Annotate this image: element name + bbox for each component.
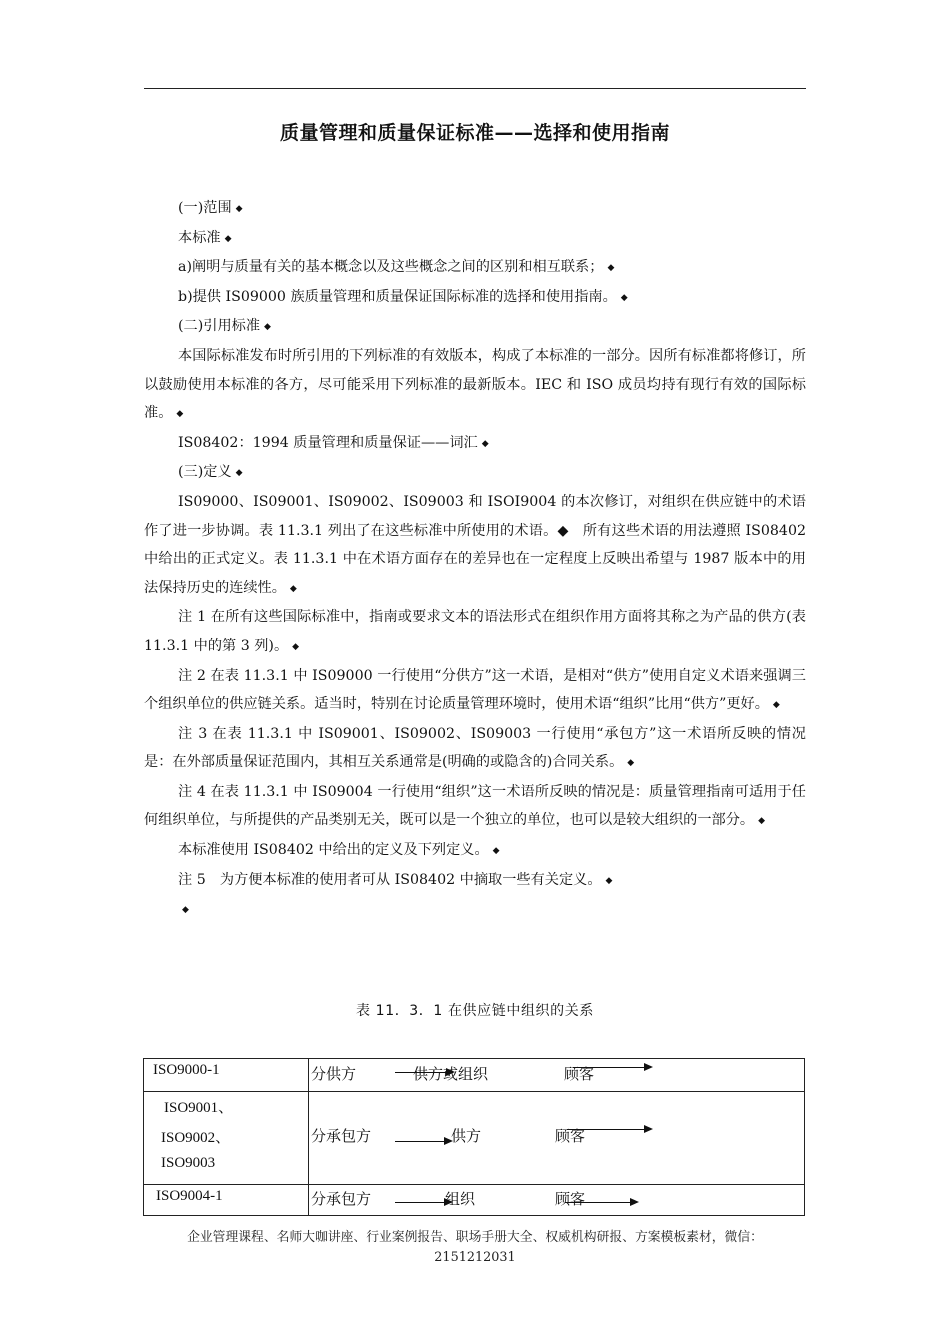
chain-term: 组织: [445, 1190, 476, 1208]
paragraph: 注 1 在所有这些国际标准中，指南或要求文本的语法形式在组织作用方面将其称之为产品的供方(表 11.3.1 中的第 3 列)。 ◆: [144, 609, 806, 654]
paragraph-mark-icon: ◆: [176, 409, 184, 420]
paragraph-mark-icon: ◆: [492, 846, 500, 857]
chain-cell: [309, 1092, 805, 1185]
standard-label: ISO9003: [161, 1155, 216, 1171]
standard-label: ISO9004-1: [156, 1188, 223, 1204]
paragraph: 本标准使用 IS08402 中给出的定义及下列定义。 ◆: [178, 842, 500, 859]
paragraph-mark-icon: ◆: [758, 816, 765, 827]
arrow-right-icon: [395, 1202, 451, 1203]
footer-line: 2151212031: [434, 1250, 516, 1265]
arrow-right-icon: [573, 1067, 651, 1068]
paragraph: IS09000、IS09001、IS09002、IS09003 和 ISOI9004 的本次修订，对组织在供应链中的术语作了进一步协调。表 11.3.1 列出了在这些标准中所使用的术语。◆ 所有这些术语的用法遵照 IS08402 中给出的正式定义。表 11.3.1 中在术语方面存在的差异也在一定程度上反映出希望与 1987 版本中的用法保持历史的连续性。 ◆: [144, 493, 806, 596]
paragraph: 本标准 ◆: [178, 229, 232, 246]
paragraph: (一)范围 ◆: [178, 200, 243, 216]
paragraph-mark-icon: ◆: [481, 438, 489, 449]
supply-chain-table: [143, 1058, 805, 1216]
standard-label: ISO9001、: [164, 1100, 234, 1116]
paragraph: 本国际标准发布时所引用的下列标准的有效版本，构成了本标准的一部分。因所有标准都将修订，所以鼓励使用本标准的各方，尽可能采用下列标准的最新版本。IEC 和 ISO 成员均持有现行有效的国际标准。 ◆: [144, 347, 806, 422]
table-row: [144, 1185, 805, 1216]
chain-term: 顾客: [555, 1190, 586, 1208]
chain-term: 分承包方: [311, 1190, 372, 1208]
chain-term: 顾客: [555, 1127, 586, 1145]
paragraph-mark-icon: ◆: [772, 700, 780, 711]
arrow-right-icon: [567, 1129, 651, 1130]
paragraph: 注 4 在表 11.3.1 中 IS09004 一行使用“组织”这一术语所反映的情况是：质量管理指南可适用于任何组织单位，与所提供的产品类别无关，既可以是一个独立的单位，也可以是较大组织的一部分。 ◆: [144, 783, 806, 829]
chain-cell: [309, 1059, 805, 1092]
arrow-right-icon: [395, 1141, 451, 1142]
arrow-right-icon: [565, 1202, 637, 1203]
chain-term: 供方或组织: [413, 1065, 489, 1083]
chain-term: 分承包方: [311, 1127, 372, 1145]
standard-cell: [144, 1092, 309, 1185]
paragraph-mark-icon: ◆: [224, 233, 232, 244]
paragraph: IS08402：1994 质量管理和质量保证——词汇 ◆: [178, 434, 489, 451]
paragraph-mark-icon: ◆: [620, 292, 628, 303]
paragraph-mark-icon: ◆: [627, 758, 635, 769]
arrow-right-icon: [395, 1072, 453, 1073]
paragraph-mark-icon: ◆: [264, 322, 271, 333]
paragraph: 注 2 在表 11.3.1 中 IS09000 一行使用“分供方”这一术语，是相对“供方”使用自定义术语来强调三个组织单位的供应链关系。适当时，特别在讨论质量管理环境时，使用术语“组织”比用“供方”更好。 ◆: [144, 667, 806, 713]
paragraph-mark-icon: ◆: [607, 263, 615, 274]
footer-line: 企业管理课程、名师大咖讲座、行业案例报告、职场手册大全、权威机构研报、方案模板素材，微信：: [187, 1230, 763, 1245]
chain-term: 分供方: [311, 1065, 357, 1083]
paragraph-mark-icon: ◆: [235, 204, 243, 214]
standard-cell: [144, 1059, 309, 1092]
table-row: [144, 1092, 805, 1185]
table-row: [144, 1059, 805, 1092]
paragraph-mark-icon: ◆: [292, 641, 300, 652]
supply-chain-flow: [309, 1059, 805, 1091]
paragraph: b)提供 IS09000 族质量管理和质量保证国际标准的选择和使用指南。 ◆: [178, 288, 628, 305]
standard-cell: [144, 1185, 309, 1216]
document-body: [144, 194, 806, 925]
empty-paragraph: [144, 895, 806, 925]
table-caption: 表 11．3．1 在供应链中组织的关系: [356, 1003, 594, 1019]
header-rule: [144, 88, 806, 89]
supply-chain-flow: [309, 1185, 805, 1215]
document-title: 质量管理和质量保证标准——选择和使用指南: [279, 122, 670, 144]
standard-label: ISO9002、: [161, 1130, 231, 1146]
chain-term: 顾客: [564, 1065, 595, 1083]
paragraph-mark-icon: ◆: [182, 905, 189, 916]
paragraph-mark-icon: ◆: [605, 875, 613, 886]
paragraph: a)阐明与质量有关的基本概念以及这些概念之间的区别和相互联系； ◆: [178, 259, 615, 276]
page-footer: [0, 1228, 950, 1268]
paragraph: (三)定义 ◆: [178, 464, 243, 481]
paragraph: 注 5 为方便本标准的使用者可从 IS08402 中摘取一些有关定义。 ◆: [178, 871, 613, 888]
chain-term: 供方: [451, 1127, 482, 1145]
paragraph-mark-icon: ◆: [289, 583, 297, 594]
paragraph-mark-icon: ◆: [235, 468, 243, 479]
paragraph: 注 3 在表 11.3.1 中 IS09001、IS09002、IS09003 一行使用“承包方”这一术语所反映的情况是：在外部质量保证范围内，其相互关系通常是(明确的或隐含的)合同关系。 ◆: [144, 725, 806, 771]
standard-label: ISO9000-1: [153, 1062, 220, 1078]
supply-chain-flow: [309, 1092, 805, 1184]
paragraph: (二)引用标准 ◆: [178, 318, 271, 335]
chain-cell: [309, 1185, 805, 1216]
